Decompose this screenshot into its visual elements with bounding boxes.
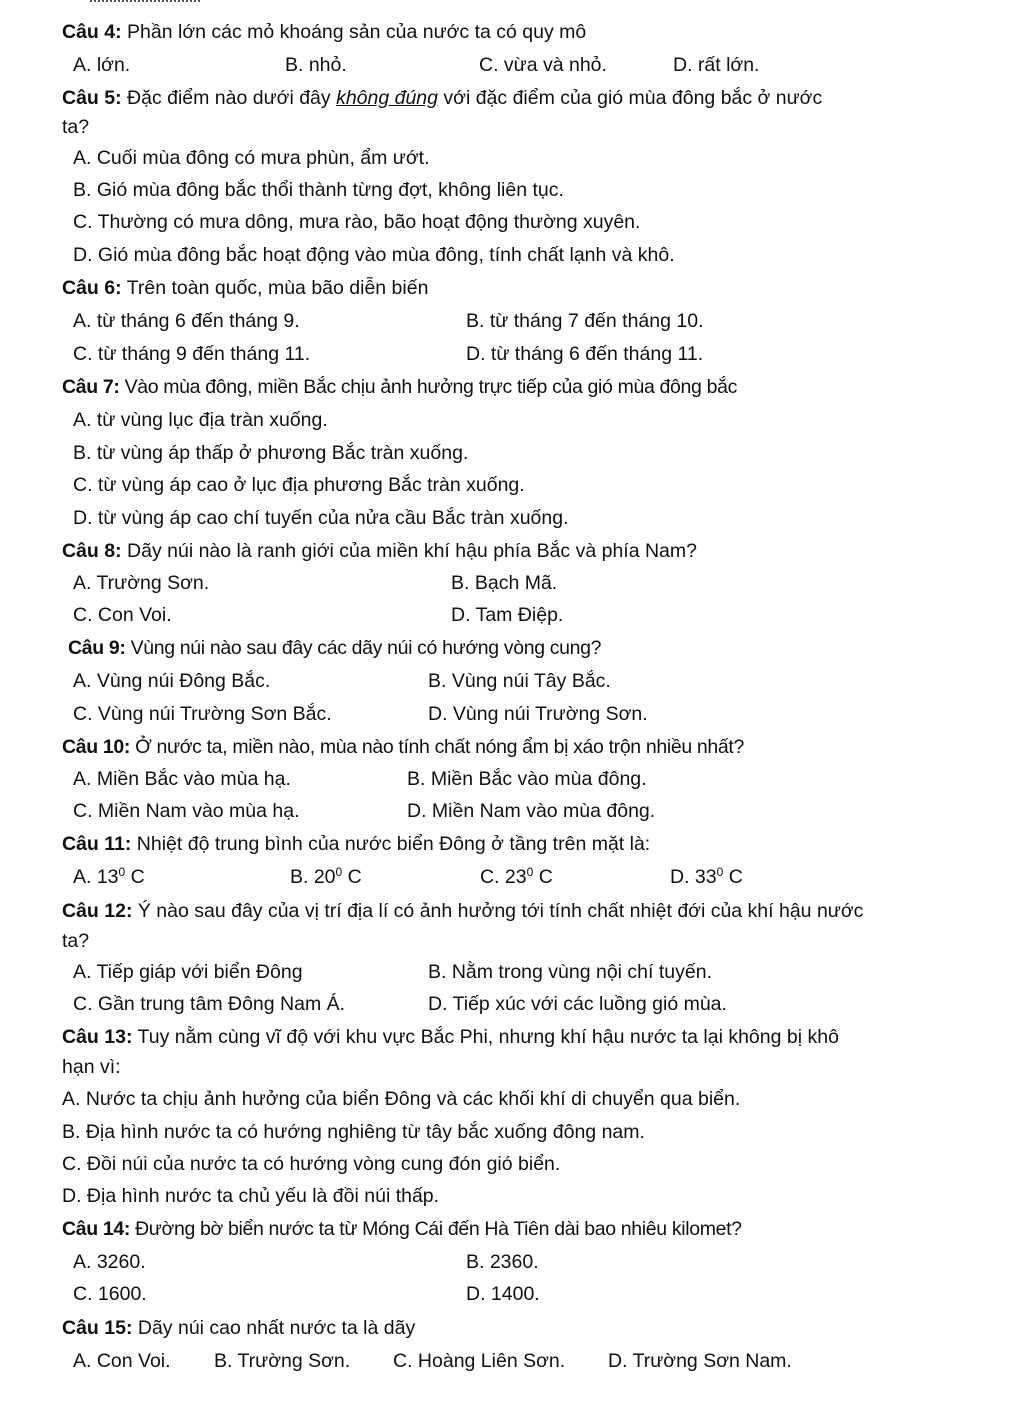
q14-option-c: C. 1600. bbox=[73, 1283, 147, 1305]
q4-option-b: B. nhỏ. bbox=[285, 54, 347, 76]
question-11-text: Nhiệt độ trung bình của nước biển Đông ở tầng trên mặt là: bbox=[136, 833, 651, 855]
q13-option-c: C. Đồi núi của nước ta có hướng vòng cung đón gió biển. bbox=[62, 1153, 561, 1175]
q10-option-a: A. Miền Bắc vào mùa hạ. bbox=[73, 768, 291, 790]
question-5 bbox=[62, 86, 822, 110]
question-13-continuation: hạn vì: bbox=[62, 1056, 121, 1078]
question-15 bbox=[62, 1316, 415, 1340]
q11-option-b bbox=[290, 865, 362, 889]
q10-option-c: C. Miền Nam vào mùa hạ. bbox=[73, 800, 300, 822]
q11-option-d bbox=[670, 865, 743, 889]
q7-option-c: C. từ vùng áp cao ở lục địa phương Bắc tràn xuống. bbox=[73, 474, 525, 496]
q11-option-c bbox=[480, 865, 553, 889]
q13-option-a: A. Nước ta chịu ảnh hưởng của biển Đông và các khối khí di chuyển qua biển. bbox=[62, 1088, 741, 1110]
question-10 bbox=[62, 735, 744, 759]
question-14 bbox=[62, 1217, 742, 1241]
question-4-text: Phần lớn các mỏ khoáng sản của nước ta có quy mô bbox=[127, 21, 587, 43]
question-7 bbox=[62, 375, 737, 399]
question-4-label: Câu 4: bbox=[62, 21, 122, 43]
q5-option-c: C. Thường có mưa dông, mưa rào, bão hoạt động thường xuyên. bbox=[73, 211, 641, 233]
q9-option-d: D. Vùng núi Trường Sơn. bbox=[428, 703, 648, 725]
q7-option-b: B. từ vùng áp thấp ở phương Bắc tràn xuống. bbox=[73, 442, 469, 464]
q6-option-c: C. từ tháng 9 đến tháng 11. bbox=[73, 343, 311, 365]
question-13-text: Tuy nằm cùng vĩ độ với khu vực Bắc Phi, nhưng khí hậu nước ta lại không bị khô bbox=[137, 1026, 839, 1048]
q4-option-d: D. rất lớn. bbox=[673, 54, 760, 76]
q6-option-a: A. từ tháng 6 đến tháng 9. bbox=[73, 310, 300, 332]
q11-option-c-degree: 0 bbox=[526, 865, 534, 879]
q15-option-b: B. Trường Sơn. bbox=[214, 1350, 351, 1372]
question-9-text: Vùng núi nào sau đây các dãy núi có hướng vòng cung? bbox=[130, 637, 602, 659]
question-6 bbox=[62, 276, 428, 300]
q13-option-b: B. Địa hình nước ta có hướng nghiêng từ tây bắc xuống đông nam. bbox=[62, 1121, 645, 1143]
q12-option-b: B. Nằm trong vùng nội chí tuyến. bbox=[428, 961, 712, 983]
q5-option-d: D. Gió mùa đông bắc hoạt động vào mùa đông, tính chất lạnh và khô. bbox=[73, 244, 675, 266]
q14-option-b: B. 2360. bbox=[466, 1251, 539, 1273]
question-6-text: Trên toàn quốc, mùa bão diễn biến bbox=[126, 277, 429, 299]
q11-option-d-degree: 0 bbox=[716, 865, 724, 879]
question-10-label: Câu 10: bbox=[62, 736, 130, 758]
q11-option-d-unit: C bbox=[723, 866, 743, 888]
q14-option-d: D. 1400. bbox=[466, 1283, 540, 1305]
q8-option-b: B. Bạch Mã. bbox=[451, 572, 558, 594]
question-7-label: Câu 7: bbox=[62, 376, 120, 398]
q9-option-a: A. Vùng núi Đông Bắc. bbox=[73, 670, 271, 692]
question-12-label: Câu 12: bbox=[62, 900, 133, 922]
question-6-label: Câu 6: bbox=[62, 277, 122, 299]
question-5-text-post: với đặc điểm của gió mùa đông bắc ở nước bbox=[443, 87, 823, 109]
question-9-label: Câu 9: bbox=[68, 637, 126, 659]
q6-option-b: B. từ tháng 7 đến tháng 10. bbox=[466, 310, 704, 332]
question-12 bbox=[62, 899, 863, 923]
question-11-label: Câu 11: bbox=[62, 833, 132, 855]
question-12-continuation: ta? bbox=[62, 930, 90, 952]
question-13-label: Câu 13: bbox=[62, 1026, 133, 1048]
question-7-text: Vào mùa đông, miền Bắc chịu ảnh hưởng trực tiếp của gió mùa đông bắc bbox=[124, 376, 737, 398]
q9-option-b: B. Vùng núi Tây Bắc. bbox=[428, 670, 611, 692]
q11-option-b-unit: C bbox=[342, 866, 362, 888]
question-4 bbox=[62, 20, 586, 44]
q11-option-a-degree: 0 bbox=[118, 865, 126, 879]
q15-option-d: D. Trường Sơn Nam. bbox=[608, 1350, 792, 1372]
question-14-label: Câu 14: bbox=[62, 1218, 130, 1240]
question-8-text: Dãy núi nào là ranh giới của miền khí hậu phía Bắc và phía Nam? bbox=[127, 540, 697, 562]
q11-option-a-unit: C bbox=[125, 866, 145, 888]
question-9 bbox=[68, 636, 601, 660]
question-5-emphasis: không đúng bbox=[336, 87, 438, 109]
q7-option-d: D. từ vùng áp cao chí tuyến của nửa cầu Bắc tràn xuống. bbox=[73, 507, 569, 529]
question-8 bbox=[62, 539, 697, 563]
q15-option-a: A. Con Voi. bbox=[73, 1350, 171, 1372]
top-dotted-line bbox=[90, 0, 200, 6]
q11-option-a bbox=[73, 865, 145, 889]
question-11 bbox=[62, 832, 650, 856]
q6-option-d: D. từ tháng 6 đến tháng 11. bbox=[466, 343, 704, 365]
q5-option-b: B. Gió mùa đông bắc thổi thành từng đợt, không liên tục. bbox=[73, 179, 564, 201]
q4-option-c: C. vừa và nhỏ. bbox=[479, 54, 607, 76]
q8-option-d: D. Tam Điệp. bbox=[451, 604, 564, 626]
q5-option-a: A. Cuối mùa đông có mưa phùn, ẩm ướt. bbox=[73, 147, 430, 169]
q8-option-c: C. Con Voi. bbox=[73, 604, 172, 626]
question-5-text-pre: Đặc điểm nào dưới đây bbox=[127, 87, 331, 109]
question-5-continuation: ta? bbox=[62, 116, 90, 138]
question-15-label: Câu 15: bbox=[62, 1317, 133, 1339]
question-10-text: Ở nước ta, miền nào, mùa nào tính chất nóng ẩm bị xáo trộn nhiều nhất? bbox=[135, 736, 744, 758]
question-13 bbox=[62, 1025, 839, 1049]
q15-option-c: C. Hoàng Liên Sơn. bbox=[393, 1350, 566, 1372]
q12-option-c: C. Gần trung tâm Đông Nam Á. bbox=[73, 993, 346, 1015]
q11-option-c-value: C. 23 bbox=[480, 866, 527, 888]
q11-option-d-value: D. 33 bbox=[670, 866, 717, 888]
question-14-text: Đường bờ biển nước ta từ Móng Cái đến Hà Tiên dài bao nhiêu kilomet? bbox=[135, 1218, 742, 1240]
q11-option-b-value: B. 20 bbox=[290, 866, 336, 888]
q14-option-a: A. 3260. bbox=[73, 1251, 146, 1273]
question-12-text: Ý nào sau đây của vị trí địa lí có ảnh hưởng tới tính chất nhiệt đới của khí hậu nước bbox=[137, 900, 864, 922]
question-8-label: Câu 8: bbox=[62, 540, 122, 562]
q10-option-b: B. Miền Bắc vào mùa đông. bbox=[407, 768, 647, 790]
q12-option-d: D. Tiếp xúc với các luồng gió mùa. bbox=[428, 993, 727, 1015]
q13-option-d: D. Địa hình nước ta chủ yếu là đồi núi thấp. bbox=[62, 1185, 440, 1207]
q8-option-a: A. Trường Sơn. bbox=[73, 572, 210, 594]
q4-option-a: A. lớn. bbox=[73, 54, 131, 76]
q11-option-c-unit: C bbox=[533, 866, 553, 888]
q10-option-d: D. Miền Nam vào mùa đông. bbox=[407, 800, 656, 822]
question-15-text: Dãy núi cao nhất nước ta là dãy bbox=[137, 1317, 416, 1339]
q9-option-c: C. Vùng núi Trường Sơn Bắc. bbox=[73, 703, 332, 725]
q11-option-a-value: A. 13 bbox=[73, 866, 119, 888]
q11-option-b-degree: 0 bbox=[335, 865, 343, 879]
q7-option-a: A. từ vùng lục địa tràn xuống. bbox=[73, 409, 328, 431]
question-5-label: Câu 5: bbox=[62, 87, 122, 109]
q12-option-a: A. Tiếp giáp với biển Đông bbox=[73, 961, 303, 983]
